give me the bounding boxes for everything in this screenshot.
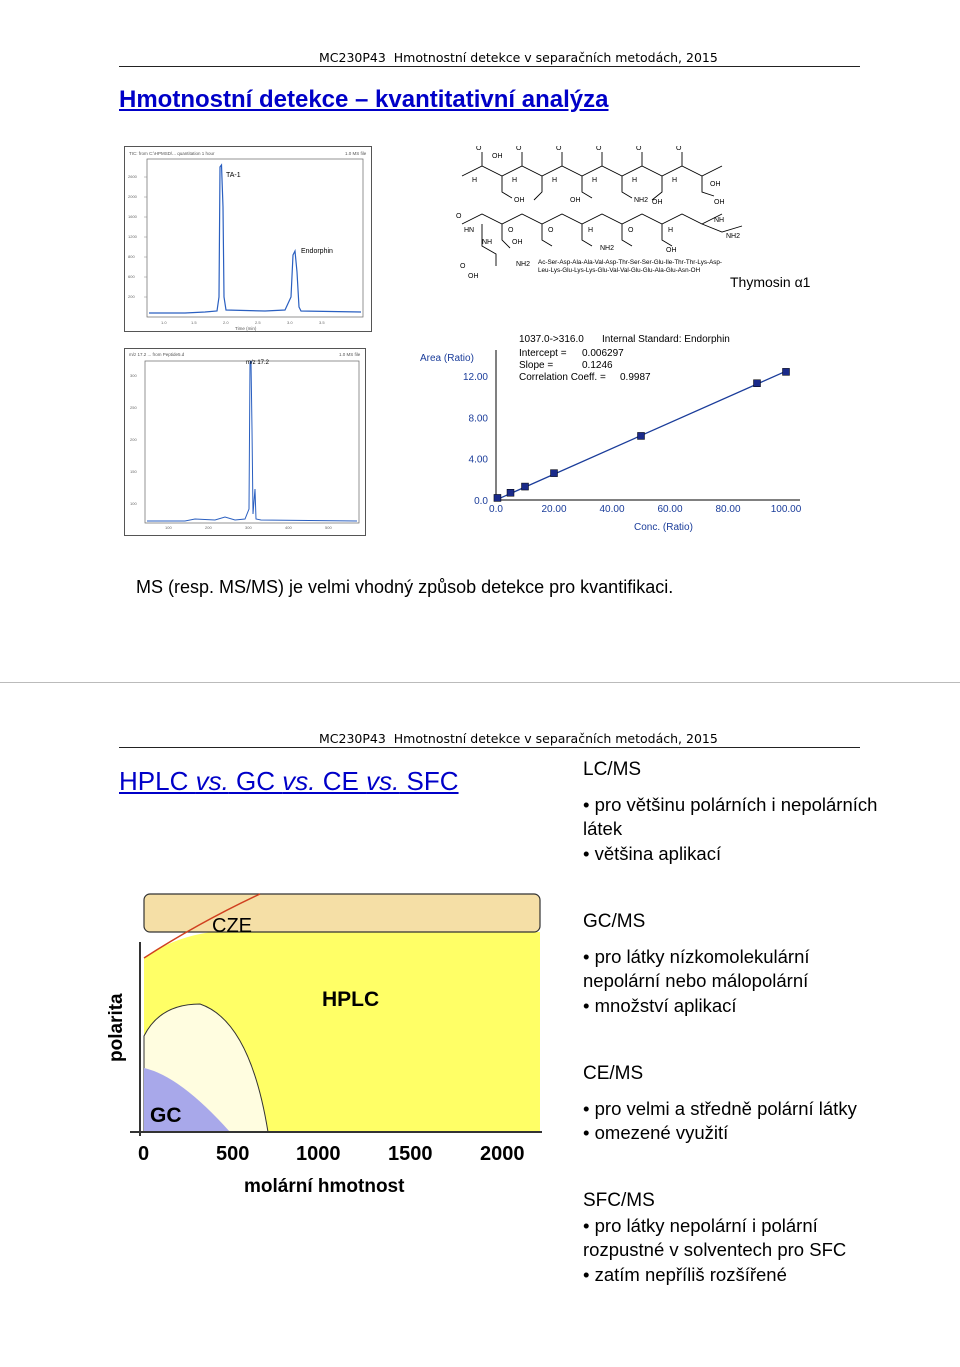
svg-text:2.5: 2.5	[255, 320, 261, 325]
calibration-point	[638, 432, 645, 439]
slide1-statement: MS (resp. MS/MS) je velmi vhodný způsob detekce pro kvantifikaci.	[136, 577, 674, 597]
xtick-0: 0	[138, 1143, 150, 1165]
cal-slope-value: 0.1246	[582, 360, 613, 371]
svg-text:NH2: NH2	[516, 261, 531, 268]
svg-text:100: 100	[130, 501, 137, 506]
calibration-point	[507, 489, 514, 496]
calibration-point	[551, 470, 558, 477]
svg-text:400: 400	[285, 525, 292, 530]
chrom-xlabel: Time (min)	[235, 326, 257, 331]
svg-text:O: O	[476, 146, 482, 152]
cal-xtick: 80.00	[715, 504, 741, 515]
svg-text:OH: OH	[666, 247, 677, 254]
svg-text:1.5: 1.5	[191, 320, 197, 325]
header-rule	[119, 66, 860, 67]
svg-text:500: 500	[325, 525, 332, 530]
svg-text:2000: 2000	[128, 194, 137, 199]
svg-text:O: O	[596, 146, 602, 152]
lcms-heading: LC/MS	[583, 759, 642, 780]
svg-text:NH: NH	[482, 239, 493, 246]
course-code: MC230P43	[319, 50, 386, 65]
svg-text:200: 200	[128, 294, 135, 299]
cze-region	[144, 894, 540, 932]
slide-separator	[0, 682, 960, 683]
svg-text:O: O	[516, 146, 522, 152]
course-code-2: MC230P43	[319, 731, 386, 746]
sfcms-item-2: • zatím nepříliš rozšířené	[583, 1263, 787, 1285]
svg-text:O: O	[628, 227, 634, 234]
svg-text:H: H	[552, 177, 558, 184]
cal-slope-label: Slope =	[519, 360, 554, 371]
cal-xtick: 20.00	[541, 504, 567, 515]
sequence-line-1: Ac-Ser-Asp-Ala-Ala-Val-Asp-Thr-Ser-Ser-Glu-Ile-Thr-Thr-Lys-Asp-	[538, 259, 723, 266]
lcms-item-2: • většina aplikací	[583, 842, 722, 864]
gcms-item-2: • množství aplikací	[583, 994, 737, 1016]
calibration-point	[494, 494, 501, 501]
course-name-2: Hmotnostní detekce v separačních metodách, 2015	[393, 731, 718, 746]
lcms-item-1: • pro většinu polárních i nepolárních látek	[583, 793, 878, 839]
svg-text:H: H	[672, 177, 678, 184]
xtick-1500: 1500	[388, 1143, 433, 1165]
cal-xtick: 60.00	[657, 504, 683, 515]
section-sfcms	[583, 1189, 883, 1287]
svg-text:300: 300	[130, 373, 137, 378]
sfcms-heading: SFC/MS	[583, 1190, 655, 1211]
svg-text:OH: OH	[512, 239, 523, 246]
svg-text:800: 800	[128, 254, 135, 259]
svg-text:O: O	[676, 146, 682, 152]
calibration-plot	[416, 330, 816, 535]
sequence-line-2: Leu-Lys-Glu-Lys-Lys-Glu-Val-Val-Glu-Glu-Ala-Glu-Asn-OH	[538, 267, 701, 274]
svg-text:O: O	[548, 227, 554, 234]
cal-ytick: 8.00	[468, 413, 488, 425]
gcms-item-1: • pro látky nízkomolekulární nepolární nebo málopolární	[583, 945, 810, 991]
cal-xtick: 100.00	[770, 504, 802, 515]
svg-text:OH: OH	[514, 197, 525, 204]
svg-text:NH2: NH2	[726, 233, 741, 240]
diagram-ylabel: polarita	[106, 993, 127, 1062]
cze-label: CZE	[212, 915, 252, 937]
xtick-500: 500	[216, 1143, 250, 1165]
svg-text:3.0: 3.0	[287, 320, 293, 325]
svg-text:150: 150	[130, 469, 137, 474]
slide2-header	[319, 731, 718, 746]
method-diagram	[100, 886, 550, 1198]
thymosin-label: Thymosin α1	[730, 274, 811, 290]
slide1-header	[319, 50, 718, 65]
cal-ytick: 4.00	[468, 454, 488, 466]
cal-transition: 1037.0->316.0	[519, 334, 584, 345]
svg-text:HN: HN	[464, 227, 475, 234]
section-cems	[583, 1062, 883, 1146]
cal-xtick: 40.00	[599, 504, 625, 515]
cal-ylabel: Area (Ratio)	[420, 353, 474, 364]
gcms-heading: GC/MS	[583, 911, 646, 932]
sfcms-item-1: • pro látky nepolární i polární rozpustné v solventech pro SFC	[583, 1214, 847, 1260]
cal-corr-label: Correlation Coeff. =	[519, 372, 606, 383]
svg-text:H: H	[632, 177, 638, 184]
calibration-point	[783, 368, 790, 375]
svg-text:H: H	[592, 177, 598, 184]
tic-trace	[149, 165, 361, 313]
cal-intercept-value: 0.006297	[582, 348, 624, 359]
svg-text:OH: OH	[468, 273, 479, 280]
section-lcms	[583, 758, 883, 866]
svg-text:O: O	[636, 146, 642, 152]
calibration-point	[522, 483, 529, 490]
svg-text:m/z 17.2 ... from Peptide5.d: m/z 17.2 ... from Peptide5.d	[129, 352, 185, 357]
svg-text:200: 200	[205, 525, 212, 530]
svg-text:1.0 MS file: 1.0 MS file	[339, 352, 361, 357]
cems-item-1: • pro velmi a středně polární látky	[583, 1097, 857, 1119]
svg-text:3.5: 3.5	[319, 320, 325, 325]
svg-text:OH: OH	[710, 181, 721, 188]
hplc-label: HPLC	[322, 988, 380, 1011]
peak-endorphin: Endorphin	[301, 248, 333, 255]
svg-text:O: O	[556, 146, 562, 152]
gc-label: GC	[150, 1104, 182, 1127]
course-name: Hmotnostní detekce v separačních metodách, 2015	[393, 50, 718, 65]
cal-xlabel: Conc. (Ratio)	[634, 522, 693, 533]
chromatogram-bottom	[124, 348, 366, 536]
cal-corr-value: 0.9987	[620, 372, 651, 383]
thymosin-structure	[452, 146, 748, 282]
svg-text:NH: NH	[714, 217, 725, 224]
cems-item-2: • omezené využití	[583, 1122, 729, 1143]
xtick-1000: 1000	[296, 1143, 341, 1165]
svg-text:OH: OH	[570, 197, 581, 204]
xtick-2000: 2000	[480, 1143, 525, 1165]
svg-text:1200: 1200	[128, 234, 137, 239]
svg-text:100: 100	[165, 525, 172, 530]
svg-text:600: 600	[128, 274, 135, 279]
sim-peak-label: m/z 17.2	[246, 360, 270, 366]
svg-text:H: H	[668, 227, 674, 234]
svg-text:1600: 1600	[128, 214, 137, 219]
section-gcms	[583, 910, 883, 1018]
svg-text:O: O	[508, 227, 514, 234]
svg-text:OH: OH	[652, 199, 663, 206]
chromatogram-top	[124, 146, 372, 332]
svg-text:300: 300	[245, 525, 252, 530]
svg-text:OH: OH	[714, 199, 725, 206]
svg-text:NH2: NH2	[600, 245, 615, 252]
chromatogram-bottom-plot	[125, 349, 365, 535]
diagram-xlabel: molární hmotnost	[244, 1176, 405, 1197]
cems-heading: CE/MS	[583, 1063, 644, 1084]
svg-text:O: O	[460, 263, 466, 270]
cal-ytick: 12.00	[462, 372, 488, 383]
svg-text:H: H	[512, 177, 518, 184]
slide1-title[interactable]: Hmotnostní detekce – kvantitativní analýza	[119, 86, 609, 113]
cal-xtick: 0.0	[489, 504, 503, 515]
svg-text:H: H	[588, 227, 594, 234]
sim-trace	[147, 361, 357, 521]
svg-text:OH: OH	[492, 153, 503, 160]
peak-ta1: TA-1	[226, 172, 241, 179]
svg-text:2.0: 2.0	[223, 320, 229, 325]
svg-text:2600: 2600	[128, 174, 137, 179]
svg-text:1.0: 1.0	[161, 320, 167, 325]
chromatogram-top-plot	[125, 147, 371, 331]
svg-text:250: 250	[130, 405, 137, 410]
svg-text:NH2: NH2	[634, 197, 649, 204]
header-rule-2	[119, 747, 860, 748]
calibration-point	[754, 380, 761, 387]
cal-ytick: 0.0	[474, 496, 488, 507]
svg-text:TIC: from C:\HPMSD\... quantit: TIC: from C:\HPMSD\... quantitation 1 hour	[129, 151, 215, 156]
cal-intercept-label: Intercept =	[519, 348, 567, 359]
svg-text:H: H	[472, 177, 478, 184]
svg-text:O: O	[456, 213, 462, 220]
cal-istd: Internal Standard: Endorphin	[602, 334, 730, 345]
slide2-title[interactable]: HPLC vs. GC vs. CE vs. SFC	[119, 766, 459, 796]
svg-text:1.0 MS file: 1.0 MS file	[345, 151, 367, 156]
svg-text:200: 200	[130, 437, 137, 442]
